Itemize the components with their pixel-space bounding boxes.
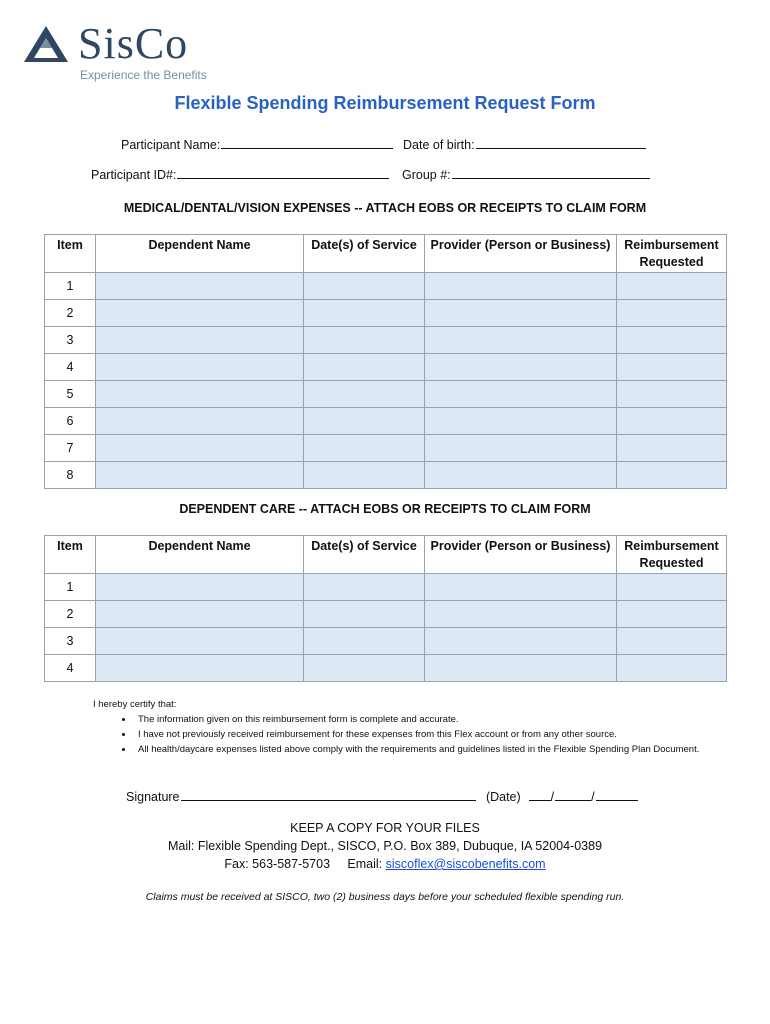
service-date-cell[interactable] (304, 628, 425, 655)
provider-cell[interactable] (425, 381, 617, 408)
medical-heading: MEDICAL/DENTAL/VISION EXPENSES -- ATTACH EOBS OR RECEIPTS TO CLAIM FORM (123, 201, 647, 215)
table-row (45, 574, 727, 601)
item-number: 7 (45, 435, 96, 462)
reimbursement-cell[interactable] (617, 381, 727, 408)
reimbursement-cell[interactable] (617, 354, 727, 381)
item-number: 3 (45, 628, 96, 655)
table-row (45, 300, 727, 327)
dependent-name-cell[interactable] (96, 435, 304, 462)
reimbursement-cell[interactable] (617, 300, 727, 327)
service-date-cell[interactable] (304, 273, 425, 300)
table-row (45, 435, 727, 462)
item-number: 1 (45, 273, 96, 300)
service-date-cell[interactable] (304, 381, 425, 408)
fax-number: Fax: 563-587-5703 (224, 857, 331, 871)
reimbursement-cell[interactable] (617, 408, 727, 435)
date-slash: / (591, 790, 595, 804)
column-header: Item (45, 235, 96, 273)
reimbursement-cell[interactable] (617, 601, 727, 628)
dependent-name-cell[interactable] (96, 354, 304, 381)
certify-intro: I hereby certify that: (93, 699, 177, 710)
provider-cell[interactable] (425, 408, 617, 435)
service-date-cell[interactable] (304, 408, 425, 435)
dependent-name-cell[interactable] (96, 273, 304, 300)
dob-label: Date of birth: (403, 138, 475, 152)
dependent-care-table (44, 535, 727, 682)
provider-cell[interactable] (425, 601, 617, 628)
table-header-row (45, 536, 727, 574)
table-row (45, 273, 727, 300)
column-header: Dependent Name (96, 235, 304, 273)
column-header: Date(s) of Service (304, 536, 425, 574)
provider-cell[interactable] (425, 300, 617, 327)
provider-cell[interactable] (425, 435, 617, 462)
column-header: Provider (Person or Business) (425, 536, 617, 574)
dependent-name-cell[interactable] (96, 601, 304, 628)
reimbursement-cell[interactable] (617, 655, 727, 682)
certify-item: • All health/daycare expenses listed above comply with the requirements and guidelines listed in the Flexible Spending Plan Document. (134, 742, 699, 757)
table-row (45, 628, 727, 655)
email-link[interactable]: siscoflex@siscobenefits.com (385, 857, 546, 871)
reimbursement-cell[interactable] (617, 574, 727, 601)
item-number: 5 (45, 381, 96, 408)
medical-expenses-table (44, 234, 727, 489)
table-row (45, 462, 727, 489)
dependent-name-cell[interactable] (96, 381, 304, 408)
column-header: Reimbursement Requested (617, 235, 727, 273)
dependent-name-cell[interactable] (96, 655, 304, 682)
column-header: Date(s) of Service (304, 235, 425, 273)
table-row (45, 408, 727, 435)
table-row (45, 327, 727, 354)
table-row (45, 601, 727, 628)
logo-name: SisCo (78, 19, 189, 68)
signature-label: Signature (126, 790, 180, 804)
table-row (45, 655, 727, 682)
certify-item: • The information given on this reimbursement form is complete and accurate. (134, 712, 699, 727)
participant-id-field[interactable] (91, 166, 389, 182)
reimbursement-cell[interactable] (617, 327, 727, 354)
fax-email-line (0, 857, 770, 871)
form-title: Flexible Spending Reimbursement Request Form (174, 93, 596, 113)
dependent-name-cell[interactable] (96, 327, 304, 354)
footer-note: Claims must be received at SISCO, two (2) business days before your scheduled flexible spending run. (145, 891, 625, 903)
item-number: 3 (45, 327, 96, 354)
service-date-cell[interactable] (304, 574, 425, 601)
table-row (45, 381, 727, 408)
sisco-logo (22, 20, 252, 84)
service-date-cell[interactable] (304, 601, 425, 628)
certify-item: • I have not previously received reimbursement for these expenses from this Flex account or from any other source. (134, 727, 699, 742)
keep-copy-note: KEEP A COPY FOR YOUR FILES (290, 821, 480, 835)
item-number: 1 (45, 574, 96, 601)
item-number: 4 (45, 354, 96, 381)
service-date-cell[interactable] (304, 327, 425, 354)
service-date-cell[interactable] (304, 655, 425, 682)
column-header: Dependent Name (96, 536, 304, 574)
item-number: 6 (45, 408, 96, 435)
provider-cell[interactable] (425, 354, 617, 381)
column-header: Reimbursement Requested (617, 536, 727, 574)
item-number: 8 (45, 462, 96, 489)
signature-line[interactable] (126, 788, 638, 804)
provider-cell[interactable] (425, 273, 617, 300)
dependent-care-heading: DEPENDENT CARE -- ATTACH EOBS OR RECEIPTS TO CLAIM FORM (179, 502, 591, 516)
reimbursement-cell[interactable] (617, 273, 727, 300)
table-header-row (45, 235, 727, 273)
dob-field[interactable] (403, 136, 646, 152)
group-field[interactable] (402, 166, 650, 182)
participant-name-field[interactable] (121, 136, 393, 152)
item-number: 4 (45, 655, 96, 682)
dependent-name-cell[interactable] (96, 628, 304, 655)
provider-cell[interactable] (425, 655, 617, 682)
item-number: 2 (45, 300, 96, 327)
dependent-name-cell[interactable] (96, 574, 304, 601)
column-header: Item (45, 536, 96, 574)
provider-cell[interactable] (425, 327, 617, 354)
service-date-cell[interactable] (304, 462, 425, 489)
item-number: 2 (45, 601, 96, 628)
dependent-name-cell[interactable] (96, 300, 304, 327)
logo-tagline: Experience the Benefits (80, 68, 207, 82)
provider-cell[interactable] (425, 628, 617, 655)
triangle-logo-icon (22, 24, 70, 64)
dependent-name-cell[interactable] (96, 462, 304, 489)
table-row (45, 354, 727, 381)
group-label: Group #: (402, 168, 451, 182)
column-header: Provider (Person or Business) (425, 235, 617, 273)
provider-cell[interactable] (425, 574, 617, 601)
reimbursement-cell[interactable] (617, 435, 727, 462)
reimbursement-cell[interactable] (617, 462, 727, 489)
service-date-cell[interactable] (304, 354, 425, 381)
dependent-name-cell[interactable] (96, 408, 304, 435)
date-slash: / (550, 790, 555, 804)
service-date-cell[interactable] (304, 300, 425, 327)
provider-cell[interactable] (425, 462, 617, 489)
reimbursement-cell[interactable] (617, 628, 727, 655)
email-label: Email: (347, 857, 383, 871)
mail-address: Mail: Flexible Spending Dept., SISCO, P.O. Box 389, Dubuque, IA 52004-0389 (167, 839, 603, 853)
service-date-cell[interactable] (304, 435, 425, 462)
participant-id-label: Participant ID#: (91, 168, 177, 182)
participant-name-label: Participant Name: (121, 138, 221, 152)
date-label: (Date) (485, 790, 521, 804)
certification (93, 697, 699, 757)
certify-list (93, 712, 699, 757)
